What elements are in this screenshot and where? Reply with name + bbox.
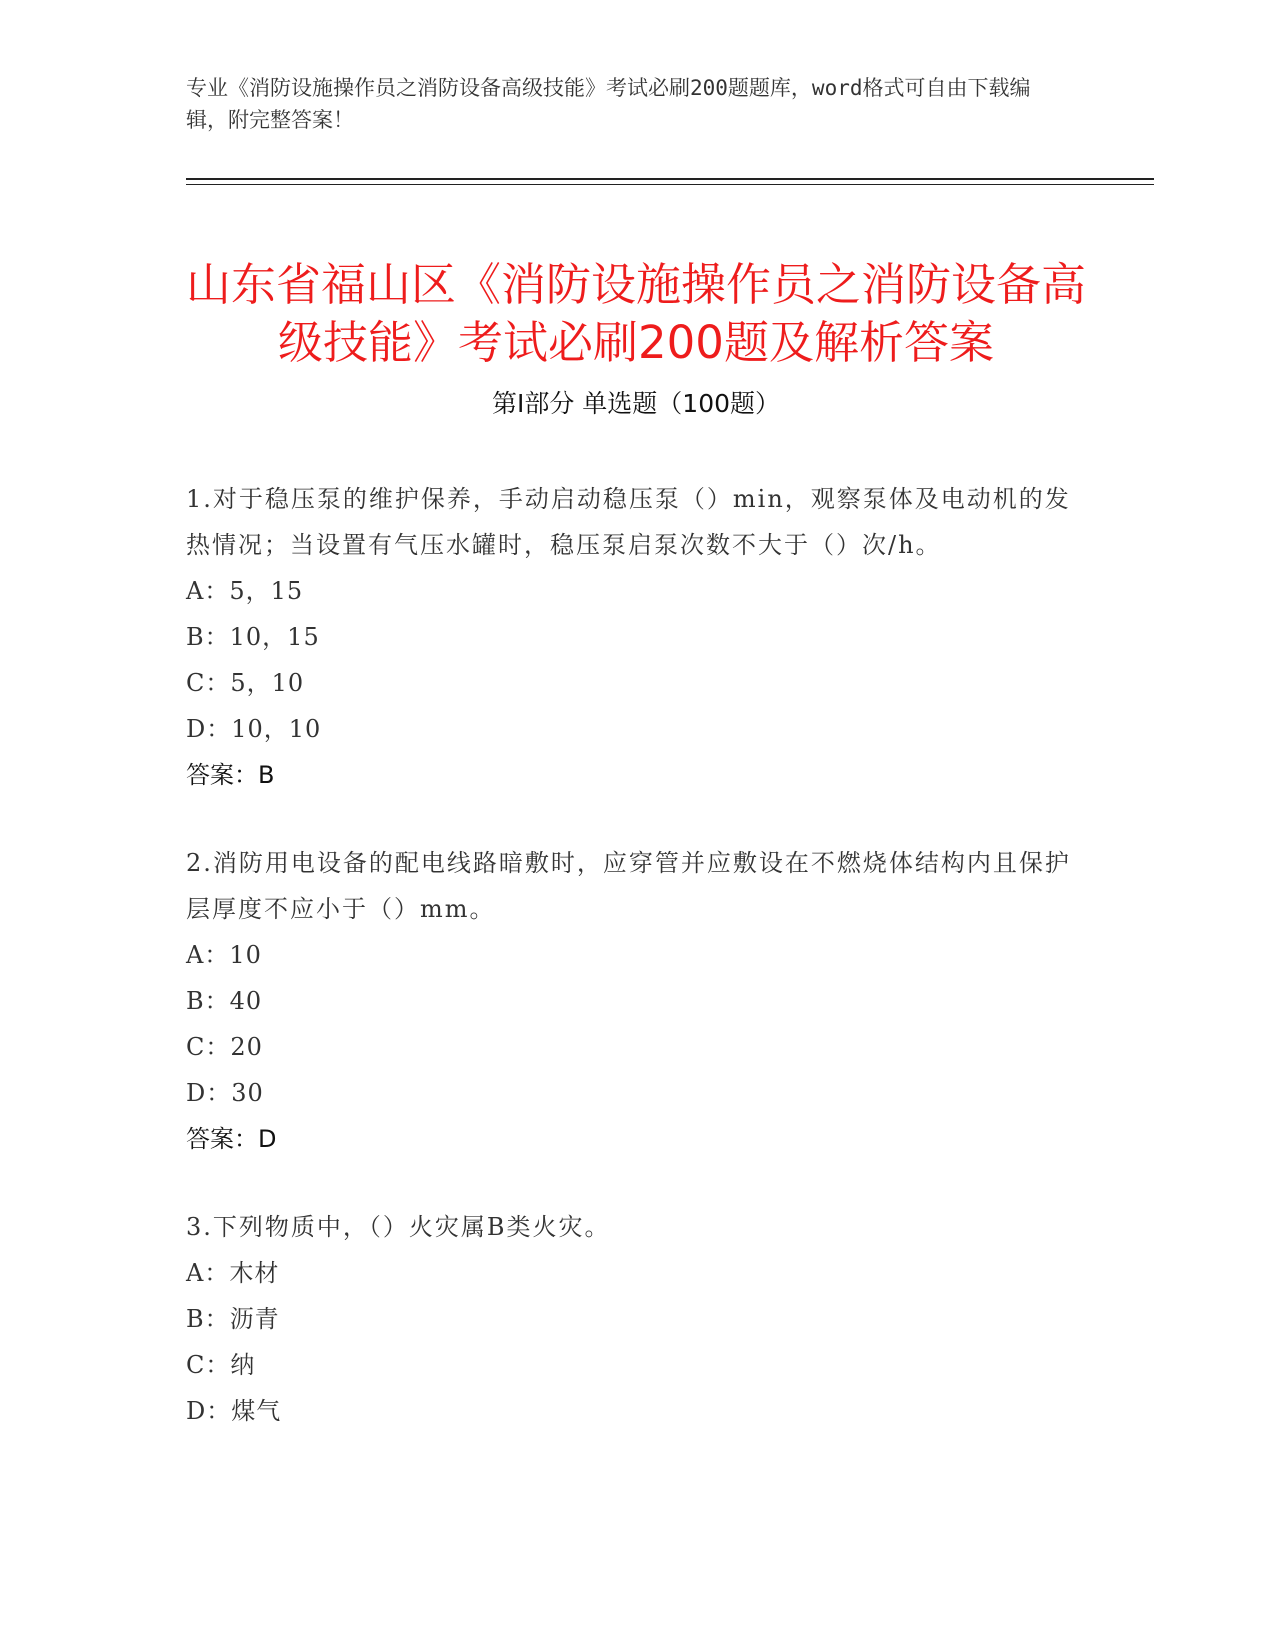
header-note: 专业《消防设施操作员之消防设备高级技能》考试必刷200题题库，word格式可自由下载编辑，附完整答案！ — [186, 76, 1031, 132]
header-divider-thick — [186, 178, 1154, 180]
document-title: 山东省福山区《消防设施操作员之消防设备高级技能》考试必刷200题及解析答案 — [186, 258, 1087, 370]
answer: 答案：B — [186, 761, 275, 789]
option-c: C：5，10 — [186, 669, 305, 697]
answer: 答案：D — [186, 1125, 277, 1153]
option-d: D：30 — [186, 1079, 264, 1107]
option-b: B：40 — [186, 987, 263, 1015]
option-d: D：10，10 — [186, 715, 322, 743]
option-a: A：木材 — [186, 1259, 280, 1287]
question-stem: 2.消防用电设备的配电线路暗敷时，应穿管并应敷设在不燃烧体结构内且保护层厚度不应小于（）mm。 — [186, 849, 1071, 923]
header-divider-thin — [186, 184, 1154, 185]
question-3 — [186, 1204, 1086, 1434]
option-c: C：纳 — [186, 1351, 256, 1379]
option-c: C：20 — [186, 1033, 263, 1061]
question-list — [186, 476, 1086, 1476]
option-b: B：沥青 — [186, 1305, 280, 1333]
option-b: B：10，15 — [186, 623, 320, 651]
option-d: D：煤气 — [186, 1397, 282, 1425]
option-a: A：10 — [186, 941, 262, 969]
question-1 — [186, 476, 1086, 798]
section-heading: 第Ⅰ部分 单选题（100题） — [491, 389, 781, 418]
question-stem: 1.对于稳压泵的维护保养，手动启动稳压泵（）min，观察泵体及电动机的发热情况；当设置有气压水罐时，稳压泵启泵次数不大于（）次/h。 — [186, 485, 1071, 559]
question-2 — [186, 840, 1086, 1162]
question-stem: 3.下列物质中，（）火灾属B类火灾。 — [186, 1213, 611, 1241]
option-a: A：5，15 — [186, 577, 304, 605]
